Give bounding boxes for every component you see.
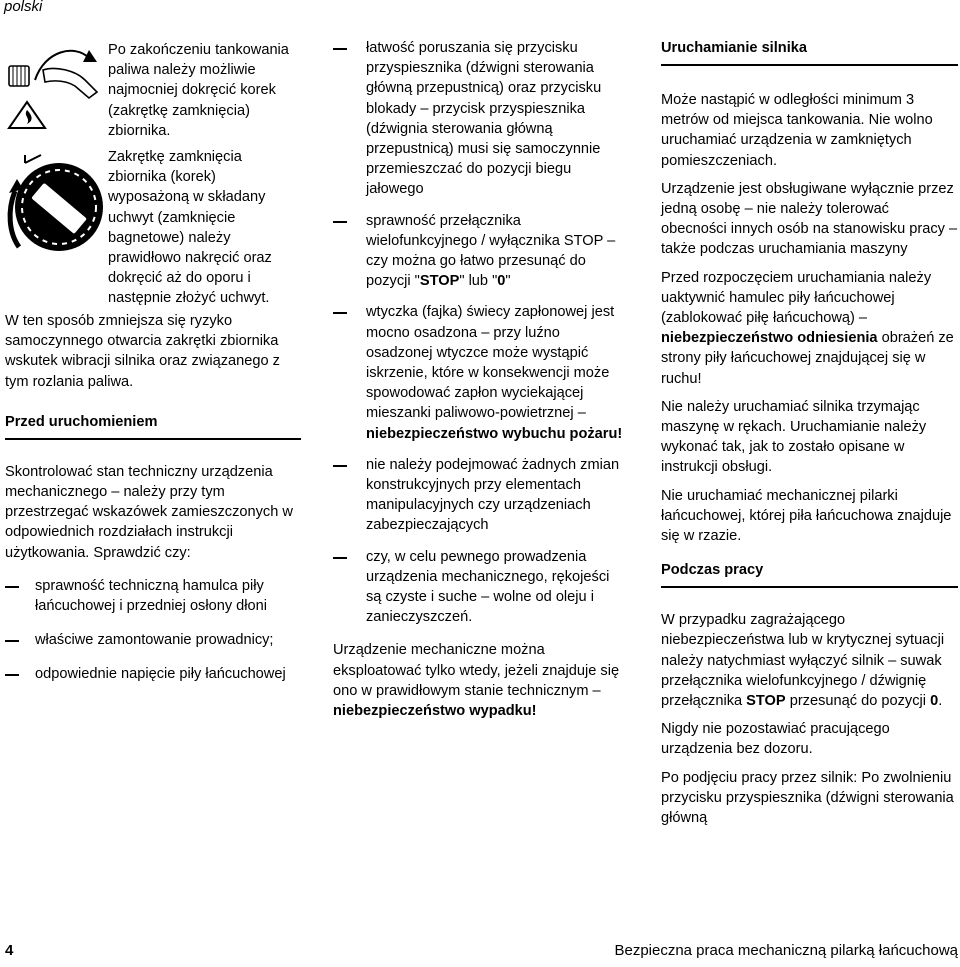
- fuel-cap-tightening-illustration: [5, 40, 105, 130]
- footer-title: Bezpieczna praca mechaniczną pilarką łańcuchową: [614, 942, 958, 959]
- list-item: nie należy podejmować żadnych zmian konstrukcyjnych przy elementach manipulacyjnych czy urządzeniach zabezpieczających: [333, 455, 626, 536]
- check-intro: Skontrolować stan techniczny urządzenia mechanicznego – należy przy tym przestrzegać wskazówek zamieszczonych w odpowiednich rozdziałach instrukcji użytkowania. Sprawdzić czy:: [5, 463, 293, 561]
- list-item: wtyczka (fajka) świecy zapłonowej jest mocno osadzona – przy luźno osadzonej wtyczce może wystąpić iskrzenie, które w konsekwencji może spowodować zapłon wyciekającej mieszanki paliwowo-powietrznej – niebezpieczeństwo wybuchu pożaru!: [333, 302, 626, 443]
- list-item: właściwe zamontowanie prowadnicy;: [5, 630, 300, 650]
- paragraph: Przed rozpoczęciem uruchamiania należy uaktywnić hamulec piły łańcuchowej (zablokować piłę łańcuchową) – niebezpieczeństwo odniesienia obrażeń ze strony piły łańcuchowej znajdującej się w ruchu!: [661, 269, 954, 387]
- list-item: sprawność techniczną hamulca piły łańcuchowej i przedniej osłony dłoni: [5, 576, 300, 616]
- paragraph: Nie należy uruchamiać silnika trzymając maszynę w rękach. Uruchamianie należy wykonać tak, jak to zostało opisane w instrukcji obsługi.: [661, 398, 927, 476]
- section-heading-before-start: Przed uruchomieniem: [5, 412, 301, 440]
- fuel-cap-section: [5, 40, 300, 147]
- risk-note: W ten sposób zmniejsza się ryzyko samoczynnego otwarcia zakrętki zbiornika wskutek wibracji silnika oraz związanego z tym rozlania paliwa.: [5, 313, 280, 390]
- section-heading-during-work: Podczas pracy: [661, 560, 958, 588]
- check-list-continued: [333, 38, 626, 627]
- column-3: [661, 38, 958, 828]
- list-item: sprawność przełącznika wielofunkcyjnego / wyłącznika STOP – czy można go łatwo przesunąć do pozycji "STOP" lub "0": [333, 211, 626, 292]
- fuel-cap-instruction-2: Zakrętkę zamknięcia zbiornika (korek) wyposażoną w składany uchwyt (zamknięcie bagnetowe) należy prawidłowo nakręcić oraz dokręcić aż do oporu i następnie złożyć uchwyt.: [108, 149, 272, 307]
- operation-condition-note: Urządzenie mechaniczne można eksploatować tylko wtedy, jeżeli znajduje się ono w prawidłowym stanie technicznym – niebezpieczeństwo wypadku!: [333, 642, 620, 720]
- list-item: łatwość poruszania się przycisku przyspiesznika (dźwigni sterowania główną przepustnicą) oraz przycisku blokady – przycisk przyspiesznika (dźwignia sterowania główną przepustnicą) musi się samoczynnie przemieszczać do pozycji biegu jałowego: [333, 38, 626, 200]
- section-heading-engine-start: Uruchamianie silnika: [661, 38, 958, 66]
- paragraph: Nie uruchamiać mechanicznej pilarki łańcuchowej, której piła łańcuchowa znajduje się w rzazie.: [661, 487, 952, 545]
- paragraph: W przypadku zagrażającego niebezpieczeństwa lub w krytycznej sytuacji należy natychmiast wyłączyć silnik – suwak przełącznika wielofunkcyjnego / dźwignię przełącznika STOP przesunąć do pozycji 0.: [661, 612, 945, 710]
- check-list: [5, 576, 300, 685]
- list-item: czy, w celu pewnego prowadzenia urządzenia mechanicznego, rękojeści są czyste i suche – wolne od oleju i zanieczyszczeń.: [333, 547, 626, 628]
- page-language-label: polski: [4, 0, 43, 15]
- paragraph: Po podjęciu pracy przez silnik: Po zwolnieniu przycisku przyspiesznika (dźwigni sterowania główną: [661, 769, 954, 827]
- paragraph: Urządzenie jest obsługiwane wyłącznie przez jedną osobę – nie należy tolerować obecności innych osób na stanowisku pracy – także podczas uruchamiania maszyny: [661, 180, 958, 258]
- bayonet-cap-illustration: [5, 151, 105, 271]
- column-2: [333, 38, 626, 721]
- paragraph: Nigdy nie pozostawiać pracującego urządzenia bez dozoru.: [661, 721, 890, 758]
- paragraph: Może nastąpić w odległości minimum 3 metrów od miejsca tankowania. Nie wolno uruchamiać urządzenia w zamkniętych pomieszczeniach.: [661, 92, 933, 169]
- fuel-cap-instruction-1: Po zakończeniu tankowania paliwa należy możliwie najmocniej dokręcić korek (zakrętkę zamknięcia) zbiornika.: [108, 42, 289, 139]
- column-1: [5, 40, 300, 699]
- page-number: 4: [5, 942, 14, 959]
- list-item: odpowiednie napięcie piły łańcuchowej: [5, 664, 300, 684]
- bayonet-cap-section: [5, 147, 300, 335]
